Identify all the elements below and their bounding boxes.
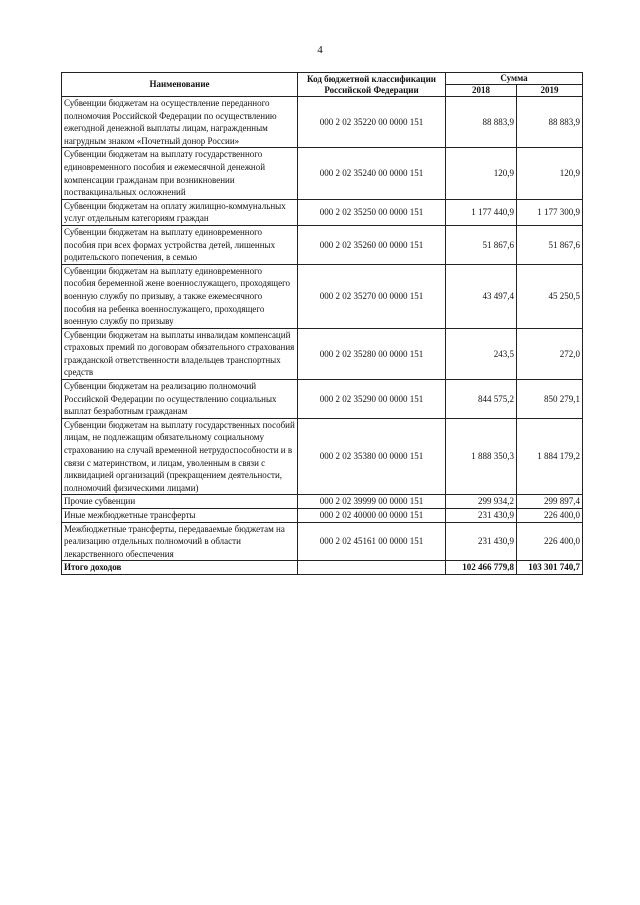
row-2019: 272,0 <box>517 328 583 379</box>
row-2018: 1 888 350,3 <box>446 418 517 495</box>
row-name: Субвенции бюджетам на оплату жилищно-коммунальных услуг отдельным категориям граждан <box>62 199 298 225</box>
row-name: Субвенции бюджетам на выплаты инвалидам компенсаций страховых премий по договорам обязательного страхования гражданской ответственности владельцев транспортных средств <box>62 328 298 379</box>
row-code: 000 2 02 35260 00 0000 151 <box>298 225 446 264</box>
table-row <box>62 199 583 225</box>
row-2019: 120,9 <box>517 148 583 199</box>
table-row <box>62 225 583 264</box>
row-2019: 226 400,0 <box>517 522 583 561</box>
row-2018: 299 934,2 <box>446 495 517 509</box>
row-code: 000 2 02 35270 00 0000 151 <box>298 264 446 328</box>
row-name: Прочие субвенции <box>62 495 298 509</box>
table-row <box>62 418 583 495</box>
row-name: Субвенции бюджетам на выплату государственного единовременного пособия и ежемесячной денежной компенсации гражданам при возникновении поствакцинальных осложнений <box>62 148 298 199</box>
row-name: Субвенции бюджетам на выплату единовременного пособия при всех формах устройства детей, лишенных родительского попечения, в семью <box>62 225 298 264</box>
row-name: Субвенции бюджетам на осуществление переданного полномочия Российской Федерации по осуществлению ежегодной денежной выплаты лицам, награжденным нагрудным знаком «Почетный донор России» <box>62 97 298 148</box>
row-2018: 844 575,2 <box>446 380 517 419</box>
table-row <box>62 97 583 148</box>
row-code: 000 2 02 35250 00 0000 151 <box>298 199 446 225</box>
row-2019: 226 400,0 <box>517 509 583 523</box>
row-code: 000 2 02 35240 00 0000 151 <box>298 148 446 199</box>
total-row <box>62 561 583 575</box>
table-row <box>62 522 583 561</box>
row-2019: 299 897,4 <box>517 495 583 509</box>
header-code: Код бюджетной классификации Российской Федерации <box>298 73 446 97</box>
header-year-2019: 2019 <box>517 85 583 97</box>
row-name: Межбюджетные трансферты, передаваемые бюджетам на реализацию отдельных полномочий в области лекарственного обеспечения <box>62 522 298 561</box>
total-2018: 102 466 779,8 <box>446 561 517 575</box>
total-code <box>298 561 446 575</box>
row-code: 000 2 02 45161 00 0000 151 <box>298 522 446 561</box>
table-row <box>62 495 583 509</box>
table-row <box>62 380 583 419</box>
row-code: 000 2 02 35380 00 0000 151 <box>298 418 446 495</box>
row-name: Субвенции бюджетам на реализацию полномочий Российской Федерации по осуществлению социальных выплат безработным гражданам <box>62 380 298 419</box>
header-year-2018: 2018 <box>446 85 517 97</box>
page-number: 4 <box>317 44 323 56</box>
total-label: Итого доходов <box>62 561 298 575</box>
row-code: 000 2 02 35220 00 0000 151 <box>298 97 446 148</box>
total-2019: 103 301 740,7 <box>517 561 583 575</box>
budget-table <box>61 72 583 575</box>
table-header-row <box>62 73 583 85</box>
row-2018: 1 177 440,9 <box>446 199 517 225</box>
table-row <box>62 148 583 199</box>
row-2018: 231 430,9 <box>446 509 517 523</box>
table-row <box>62 509 583 523</box>
row-2018: 88 883,9 <box>446 97 517 148</box>
row-2018: 231 430,9 <box>446 522 517 561</box>
row-code: 000 2 02 39999 00 0000 151 <box>298 495 446 509</box>
row-2019: 850 279,1 <box>517 380 583 419</box>
header-sum: Сумма <box>446 73 583 85</box>
row-2019: 45 250,5 <box>517 264 583 328</box>
row-name: Субвенции бюджетам на выплату единовременного пособия беременной жене военнослужащего, проходящего военную службу по призыву, а также ежемесячного пособия на ребенка военнослужащего, проходящего военную службу по призыву <box>62 264 298 328</box>
row-2018: 120,9 <box>446 148 517 199</box>
row-2019: 88 883,9 <box>517 97 583 148</box>
row-2019: 1 884 179,2 <box>517 418 583 495</box>
row-code: 000 2 02 35280 00 0000 151 <box>298 328 446 379</box>
row-2018: 51 867,6 <box>446 225 517 264</box>
row-name: Субвенции бюджетам на выплату государственных пособий лицам, не подлежащим обязательному социальному страхованию на случай временной нетрудоспособности и в связи с материнством, и лицам, уволенным в связи с ликвидацией организаций (прекращением деятельности, полномочий физическими лицами) <box>62 418 298 495</box>
row-2019: 1 177 300,9 <box>517 199 583 225</box>
row-2018: 243,5 <box>446 328 517 379</box>
row-code: 000 2 02 35290 00 0000 151 <box>298 380 446 419</box>
header-name: Наименование <box>62 73 298 97</box>
table-row <box>62 328 583 379</box>
row-name: Иные межбюджетные трансферты <box>62 509 298 523</box>
row-code: 000 2 02 40000 00 0000 151 <box>298 509 446 523</box>
row-2018: 43 497,4 <box>446 264 517 328</box>
table-row <box>62 264 583 328</box>
row-2019: 51 867,6 <box>517 225 583 264</box>
